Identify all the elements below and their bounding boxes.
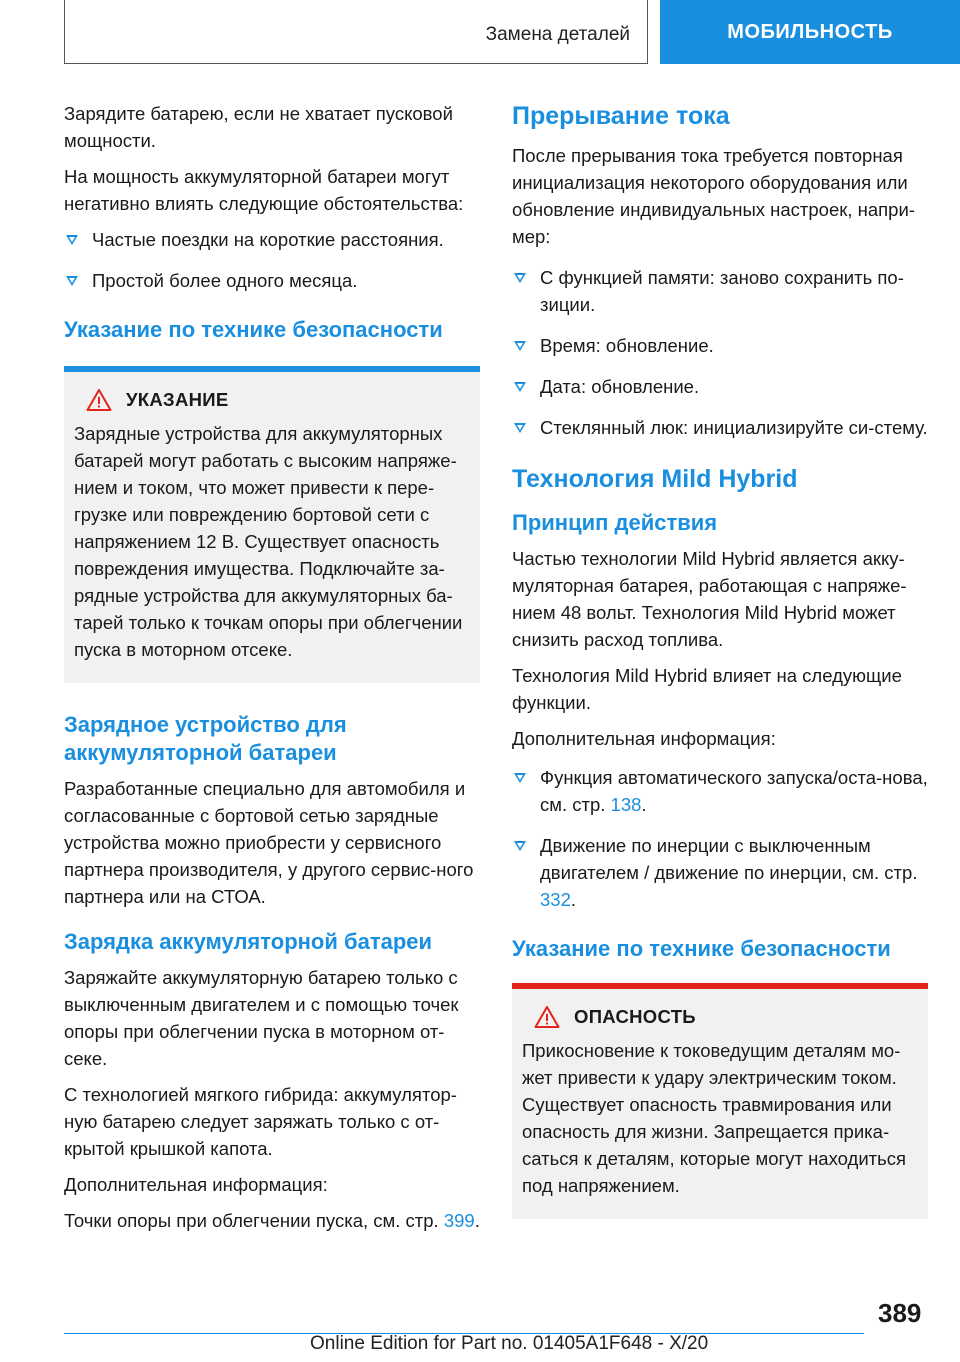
safety-heading: Указание по технике безопасности — [64, 317, 443, 342]
warning-triangle-icon — [86, 388, 112, 412]
triangle-bullet-icon — [514, 773, 526, 783]
charger-heading: Зарядное устройство для аккумуляторной батареи — [64, 712, 347, 765]
danger-title: ОПАСНОСТЬ — [574, 1006, 696, 1027]
triangle-bullet-icon — [514, 423, 526, 433]
list-item: С функцией памяти: заново сохранить по-зиции. — [512, 264, 928, 318]
warning-triangle-icon — [534, 1005, 560, 1029]
paragraph: Технология Mild Hybrid влияет на следующие функции. — [512, 665, 902, 713]
list-item: Простой более одного месяца. — [64, 267, 480, 294]
triangle-bullet-icon — [514, 841, 526, 851]
right-column — [512, 100, 928, 1219]
list-item: Стеклянный люк: инициализируйте си-стему. — [512, 414, 928, 441]
triangle-bullet-icon — [514, 273, 526, 283]
list-item: Дата: обновление. — [512, 373, 928, 400]
warning-box — [64, 366, 480, 683]
paragraph: После прерывания тока требуется повторная инициализация некоторого оборудования или обновление индивидуальных настроек, напри-мер: — [512, 145, 915, 247]
list-item: Функция автоматического запуска/оста-нова, см. стр. 138. — [512, 764, 928, 818]
warning-title: УКАЗАНИЕ — [126, 389, 229, 410]
list-item: Движение по инерции с выключенным двигателем / движение по инерции, см. стр. 332. — [512, 832, 928, 913]
left-column — [64, 100, 480, 1243]
bullet-list — [512, 764, 928, 913]
bullet-list — [512, 264, 928, 441]
mild-hybrid-heading: Технология Mild Hybrid — [512, 465, 798, 493]
interrupt-heading: Прерывание тока — [512, 102, 730, 130]
page-link[interactable]: 399 — [443, 1210, 475, 1231]
warning-text: Зарядные устройства для аккумуляторных батарей могут работать с высоким напряже-нием и током, что может привести к пере-грузке или повреждению бортовой сети с напряжением 12 В. Существует опасность повреждения имущества. Подключайте за-рядные устройства для аккумуляторных ба-тарей только к точкам опоры при облегчении пуска в моторном отсеке. — [74, 423, 463, 660]
paragraph: Частью технологии Mild Hybrid является акку-муляторная батарея, работающая с напряже-нием 48 вольт. Технология Mild Hybrid может снизить расход топлива. — [512, 548, 907, 650]
page-reference: Точки опоры при облегчении пуска, см. стр. 399. — [64, 1210, 480, 1231]
triangle-bullet-icon — [66, 276, 78, 286]
charging-heading: Зарядка аккумуляторной батареи — [64, 929, 433, 954]
page-number: 389 — [878, 1298, 922, 1328]
bullet-list — [64, 226, 480, 294]
paragraph: Зарядите батарею, если не хватает пусковой мощности. — [64, 103, 453, 151]
list-item: Время: обновление. — [512, 332, 928, 359]
danger-box — [512, 983, 928, 1219]
paragraph: С технологией мягкого гибрида: аккумулятор-ную батарею следует заряжать только с от-крытой крышкой капота. — [64, 1084, 457, 1159]
danger-text: Прикосновение к токоведущим деталям мо-жет привести к удару электрическим током. Существует опасность травмирования или опасность для жизни. Запрещается прика-саться к деталям, которые могут находиться под напряжением. — [522, 1040, 907, 1196]
header-section-title: Замена деталей — [485, 24, 630, 45]
principle-heading: Принцип действия — [512, 510, 718, 535]
paragraph: Разработанные специально для автомобиля и согласованные с бортовой сетью зарядные устройства можно приобрести у сервисного партнера производителя, у другого сервис-ного партнера или на СТОА. — [64, 778, 474, 907]
header-chapter-tab[interactable]: МОБИЛЬНОСТЬ — [660, 0, 960, 64]
triangle-bullet-icon — [514, 382, 526, 392]
page-link[interactable]: 138 — [610, 794, 642, 815]
triangle-bullet-icon — [66, 235, 78, 245]
page-link[interactable]: 332 — [540, 889, 571, 910]
paragraph: На мощность аккумуляторной батареи могут негативно влиять следующие обстоятельства: — [64, 166, 464, 214]
safety-heading: Указание по технике безопасности — [512, 936, 891, 961]
more-info-label: Дополнительная информация: — [64, 1174, 328, 1195]
list-item: Частые поездки на короткие расстояния. — [64, 226, 480, 253]
paragraph: Заряжайте аккумуляторную батарею только с выключенным двигателем и с помощью точек опоры при облегчении пуска в моторном от-секе. — [64, 967, 459, 1069]
triangle-bullet-icon — [514, 341, 526, 351]
more-info-label: Дополнительная информация: — [512, 728, 776, 749]
footer-edition: Online Edition for Part no. 01405A1F648 - X/20 — [310, 1333, 709, 1354]
